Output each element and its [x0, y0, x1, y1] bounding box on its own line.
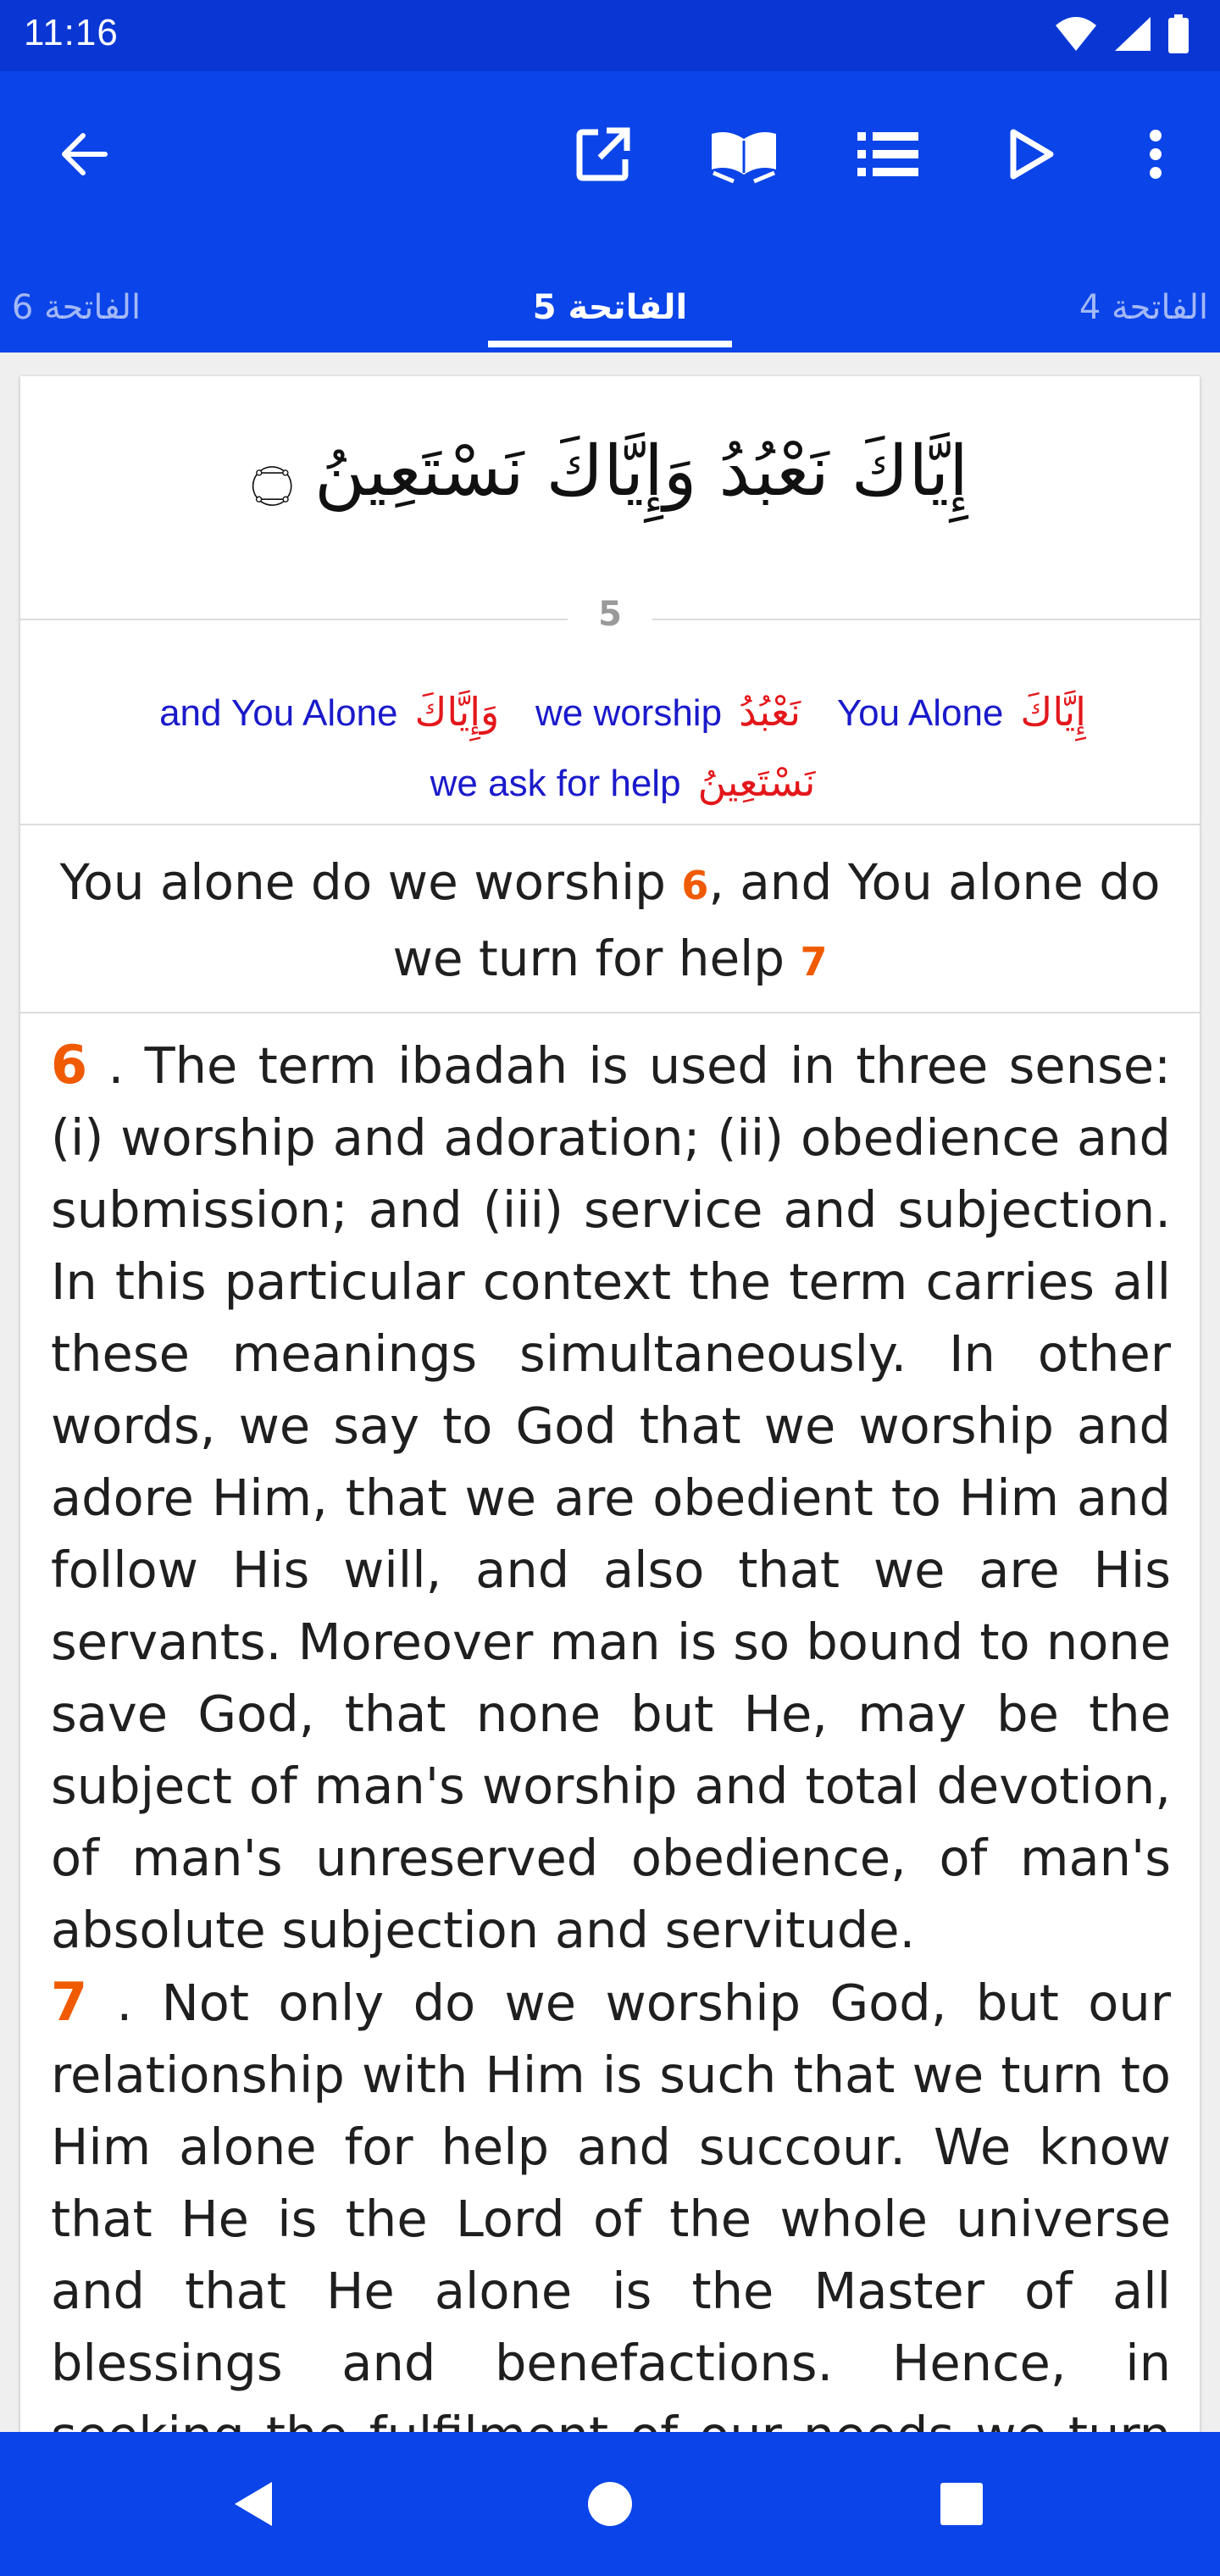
- word-english: and You Alone: [159, 692, 398, 734]
- translation-text: [46, 846, 1174, 998]
- nav-home-button[interactable]: [563, 2457, 657, 2551]
- status-time: 11:16: [24, 12, 119, 53]
- app-bar: [0, 71, 1220, 353]
- word-by-word: [46, 678, 1174, 819]
- footnote-ref-6[interactable]: 6: [681, 863, 709, 908]
- share-button[interactable]: [564, 115, 642, 193]
- tab-verse-5[interactable]: الفاتحة 5: [532, 288, 688, 327]
- nav-recents-icon: [939, 2481, 984, 2527]
- nav-back-button[interactable]: [207, 2457, 300, 2551]
- word-english: we ask for help: [430, 763, 681, 804]
- footnote-number: 7: [51, 1971, 88, 2033]
- footnote-number: 6: [51, 1034, 88, 1096]
- tab-verse-4[interactable]: الفاتحة 4: [1079, 288, 1209, 327]
- footnote-ref-7[interactable]: 7: [800, 939, 828, 985]
- word-arabic: نَعْبُدُ: [739, 689, 801, 735]
- back-button[interactable]: [44, 115, 122, 193]
- tab-indicator: [488, 341, 732, 347]
- verse-number: 5: [568, 595, 652, 634]
- verse-card: [20, 376, 1200, 2461]
- more-options-button[interactable]: [1117, 115, 1195, 193]
- list-button[interactable]: [849, 115, 927, 193]
- word-item[interactable]: [430, 759, 816, 805]
- nav-recents-button[interactable]: [915, 2457, 1008, 2551]
- word-item[interactable]: [535, 689, 801, 735]
- word-english: You Alone: [836, 692, 1004, 734]
- signal-icon: [1113, 15, 1152, 56]
- play-button[interactable]: [991, 115, 1069, 193]
- back-icon: [58, 132, 108, 176]
- list-icon: [857, 130, 918, 178]
- nav-back-icon: [230, 2479, 277, 2529]
- footnote-text: . The term ibadah is used in three sense: (i) worship and adoration; (ii) obedience and submission; and (iii) service and subjection. In this particular context the term carries all these meanings simultaneously. In other words, we say to God that we worship and adore Him, that we are obedient to Him and follow His will, and also that we are His servants. Moreover man is so bound to none save God, that none but He, may be the subject of man's worship and total devotion, of man's unreserved obedience, of man's absolute subjection and servitude.: [51, 1036, 1171, 1959]
- footnote-text: . Not only do we worship God, but our relationship with Him is such that we turn to Him alone for help and succour. We know that He is the Lord of the whole universe and that He alone is the Master of all blessings and benefactions. Hence, in: [51, 1974, 1171, 2392]
- share-icon: [573, 124, 634, 185]
- translation-divider: [20, 1012, 1200, 1013]
- play-icon: [1005, 129, 1056, 180]
- wifi-icon: [1054, 15, 1098, 56]
- translation-part: You alone do we worship: [59, 853, 666, 911]
- word-english: we worship: [535, 692, 723, 734]
- status-icons: [1054, 15, 1190, 56]
- word-item[interactable]: [836, 689, 1086, 735]
- battery-icon: [1167, 14, 1190, 57]
- verse-tabs: [0, 263, 1220, 353]
- translation-part: , and You alone do we turn for help: [392, 853, 1161, 987]
- status-bar: [0, 0, 1220, 71]
- footnote-6: [51, 1029, 1171, 1966]
- toolbar: [0, 71, 1220, 237]
- word-arabic: نَسْتَعِينُ: [697, 759, 816, 805]
- nav-home-icon: [586, 2480, 634, 2528]
- quran-book-icon: [708, 127, 779, 181]
- word-arabic: وَإِيَّاكَ: [414, 689, 500, 735]
- word-divider: [20, 824, 1200, 825]
- more-vert-icon: [1147, 129, 1164, 180]
- quran-button[interactable]: [705, 115, 783, 193]
- word-arabic: إِيَّاكَ: [1020, 689, 1086, 735]
- tab-verse-6[interactable]: الفاتحة 6: [11, 288, 141, 327]
- word-item[interactable]: [159, 689, 500, 735]
- footnotes: [51, 1029, 1171, 2543]
- arabic-verse: إِيَّاكَ نَعْبُدُ وَإِيَّاكَ نَسْتَعِينُ ۝: [252, 431, 968, 512]
- system-nav-bar: [0, 2432, 1220, 2576]
